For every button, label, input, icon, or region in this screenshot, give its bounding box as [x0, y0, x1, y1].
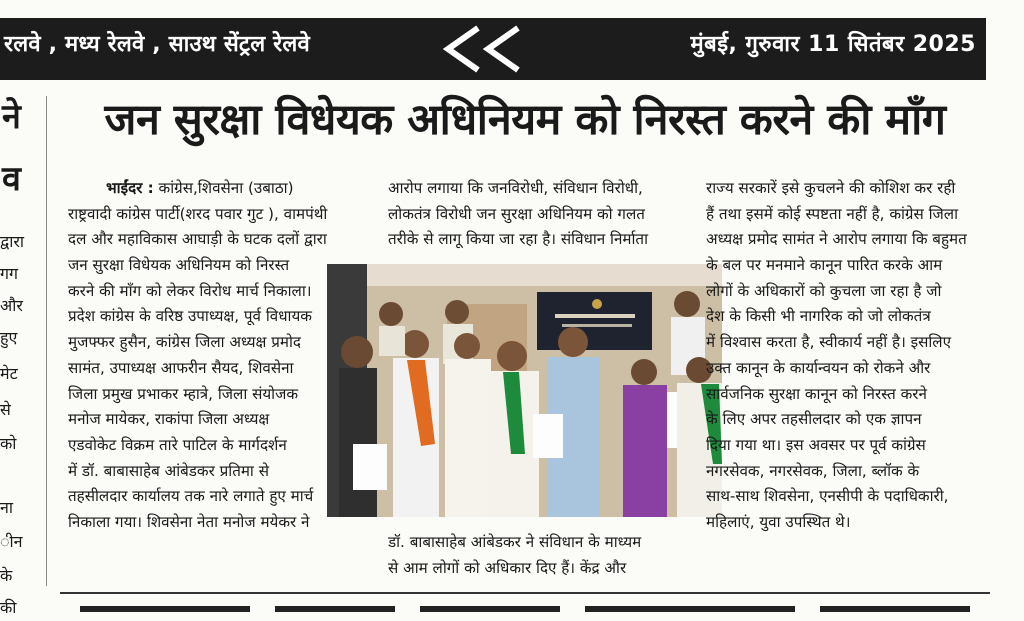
body-line: तरीके से लागू किया जा रहा है। संविधान निर्माता [388, 230, 649, 249]
section-divider [60, 592, 990, 594]
fragment-line: द्वारा [0, 232, 25, 251]
body-line: देश के किसी भी नागरिक को जो लोकतंत्र [706, 307, 931, 326]
cropped-headline-glyphs [60, 600, 990, 621]
body-line: हैं तथा इसमें कोई स्पष्टता नहीं है, कांग्रेस जिला [706, 204, 959, 223]
fragment-line: गग [0, 264, 19, 283]
double-chevron-left-icon [440, 24, 530, 74]
fragment-line: हुए [0, 328, 18, 347]
masthead-railways: रलवे , मध्य रेलवे , साउथ सेंट्रल रेलवे [4, 32, 310, 57]
fragment-line: और [0, 296, 23, 315]
fragment-heading-2: व [2, 159, 21, 199]
article-photo [327, 264, 722, 517]
memorandum-handover-photo [327, 264, 722, 517]
article-column-3 [706, 176, 986, 536]
body-line: एडवोकेट विक्रम तारे पाटिल के मार्गदर्शन [68, 435, 287, 454]
article-column-1 [68, 176, 350, 536]
article-dateline: भाईंदर : [106, 179, 154, 197]
body-line: दल और महाविकास आघाड़ी के घटक दलों द्वारा [68, 230, 327, 249]
body-line: लोकतंत्र विरोधी जन सुरक्षा अधिनियम को गलत [388, 204, 645, 223]
fragment-line: को [0, 434, 17, 453]
body-line: जन सुरक्षा विधेयक अधिनियम को निरस्त [68, 256, 290, 275]
body-line: जिला प्रमुख प्रभाकर म्हात्रे, जिला संयोजक [68, 384, 299, 403]
body-line: राष्ट्रवादी कांग्रेस पार्टी(शरद पवार गुट ), वामपंथी [68, 204, 328, 223]
body-line: तहसीलदार कार्यालय तक नारे लगाते हुए मार्च [68, 487, 314, 506]
column-divider [46, 96, 47, 586]
body-line: उक्त कानून के कार्यान्वयन को रोकने और [706, 358, 931, 377]
body-line: में डॉ. बाबासाहेब आंबेडकर प्रतिमा से [68, 461, 269, 480]
fragment-line: से [0, 400, 11, 419]
fragment-line: ना [0, 498, 14, 517]
masthead-date: मुंबई, गुरुवार 11 सितंबर 2025 [690, 32, 976, 57]
body-line: के लिए अपर तहसीलदार को एक ज्ञापन [706, 410, 922, 429]
fragment-line: के [0, 566, 13, 585]
body-line: सामंत, उपाध्यक्ष आफरीन सैयद, शिवसेना [68, 358, 294, 377]
body-line: आरोप लगाया कि जनविरोधी, संविधान विरोधी, [388, 179, 643, 197]
body-line: निकाला गया। शिवसेना नेता मनोज मयेकर ने [68, 512, 310, 531]
body-line: में विश्वास करता है, स्वीकार्य नहीं है। इसलिए [706, 333, 952, 352]
article-column-2-top [388, 176, 678, 253]
body-line: मुजफ्फर हुसैन, कांग्रेस जिला अध्यक्ष प्रमोद [68, 333, 301, 352]
fragment-line: ीन [0, 532, 23, 551]
article-headline: जन सुरक्षा विधेयक अधिनियम को निरस्त करने की माँग [104, 95, 946, 145]
next-headline-cropped [60, 600, 990, 621]
body-line: महिलाएं, युवा उपस्थित थे। [706, 512, 851, 531]
body-line: दिया गया था। इस अवसर पर पूर्व कांग्रेस [706, 435, 926, 454]
article-column-2-bottom [388, 530, 678, 581]
body-line: करने की माँग को लेकर विरोध मार्च निकाला। [68, 281, 312, 300]
body-line: से आम लोगों को अधिकार दिए हैं। केंद्र और [388, 558, 627, 577]
body-line: मनोज मायेकर, राकांपा जिला अध्यक्ष [68, 410, 270, 429]
left-column-fragment [0, 86, 32, 621]
body-line: साथ-साथ शिवसेना, एनसीपी के पदाधिकारी, [706, 487, 949, 506]
body-line: प्रदेश कांग्रेस के वरिष्ठ उपाध्यक्ष, पूर्व विधायक [68, 307, 312, 326]
masthead-bar [0, 18, 986, 80]
body-line: के बल पर मनमाने कानून पारित करके आम [706, 256, 943, 275]
body-line: राज्य सरकारें इसे कुचलने की कोशिश कर रही [706, 179, 956, 197]
fragment-heading-1: ने [2, 97, 21, 137]
body-line: सार्वजनिक सुरक्षा कानून को निरस्त करने [706, 384, 927, 403]
body-line: डॉ. बाबासाहेब आंबेडकर ने संविधान के माध्यम [388, 533, 642, 551]
fragment-line: की [0, 598, 17, 617]
fragment-line: मेट [0, 364, 18, 383]
body-line: लोगों के अधिकारों को कुचला जा रहा है जो [706, 281, 942, 300]
body-line: कांग्रेस,शिवसेना (उबाठा) [158, 179, 294, 197]
body-line: अध्यक्ष प्रमोद सामंत ने आरोप लगाया कि बहुमत [706, 230, 967, 249]
body-line: नगरसेवक, नगरसेवक, जिला, ब्लॉक के [706, 461, 920, 480]
